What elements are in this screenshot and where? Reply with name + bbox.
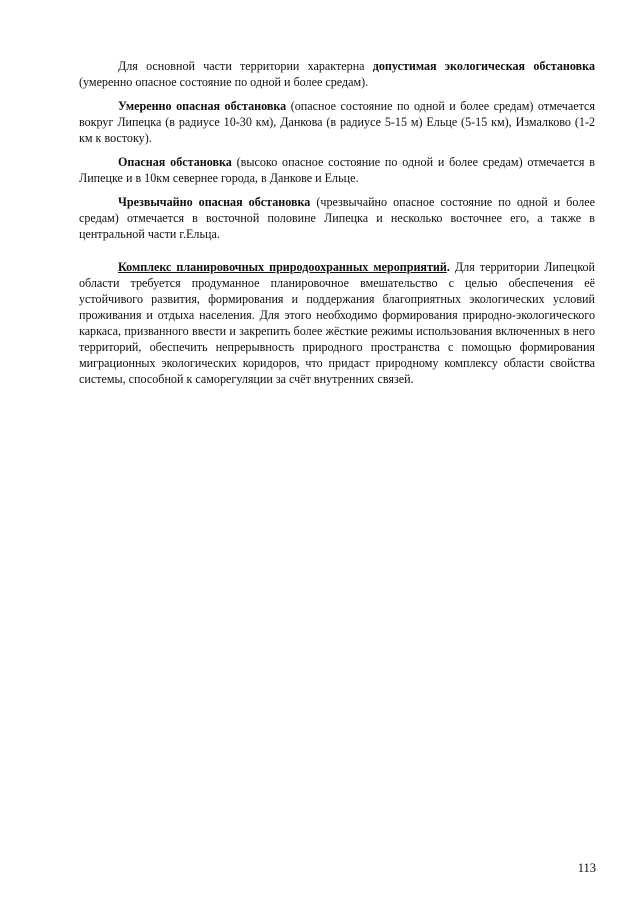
paragraph-text: (чрезвычайно опасное состояние по одной и более средам) отмечается в восточной половине Липецка и несколько восточнее его, а также в центральной части г.Ельца. xyxy=(79,195,595,241)
paragraph-text: (высоко опасное состояние по одной и более средам) отмечается в Липецке и в 10км севернее города, в Данкове и Ельце. xyxy=(79,155,596,185)
paragraph-text: Для основной части территории характерна xyxy=(118,59,373,73)
paragraph-text: Для территории Липецкой области требуется продуманное планировочное вмешательство с целью обеспечения её устойчивого развития, формирования и поддержания благоприятных экологических условий проживания и отдыха населения. Для этого необходимо формирования природно-экологического каркаса, призванного ввести и закрепить более жёсткие режимы использования включенных в него территорий, обеспечить непрерывность природного пространства с помощью формирования миграционных экологических коридоров, что придаст природному комплексу области свойства системы, способной к саморегуляции за счёт внутренних связей. xyxy=(79,260,595,386)
heading-period: . xyxy=(446,260,450,274)
paragraph-moderate xyxy=(79,98,595,146)
bold-term: Умеренно опасная обстановка xyxy=(118,99,287,113)
section-heading: Комплекс планировочных природоохранных мероприятий xyxy=(118,260,447,274)
page-number: 113 xyxy=(577,861,596,875)
paragraph-extreme xyxy=(79,194,595,242)
bold-term: Опасная обстановка xyxy=(118,155,232,169)
paragraph-text: (умеренно опасное состояние по одной и более средам). xyxy=(79,75,369,89)
page-body xyxy=(79,58,595,395)
paragraph-dangerous xyxy=(79,154,595,186)
bold-term: Чрезвычайно опасная обстановка xyxy=(118,195,311,209)
bold-term: допустимая экологическая обстановка xyxy=(372,59,595,73)
paragraph-text: (опасное состояние по одной и более средам) отмечается вокруг Липецка (в радиусе 10-30 км), Данкова (в радиусе 5-15 м) Ельце (5-15 км), Измалково (1-2 км к востоку). xyxy=(79,99,595,145)
paragraph-permissible xyxy=(79,58,595,90)
paragraph-measures xyxy=(79,259,595,387)
